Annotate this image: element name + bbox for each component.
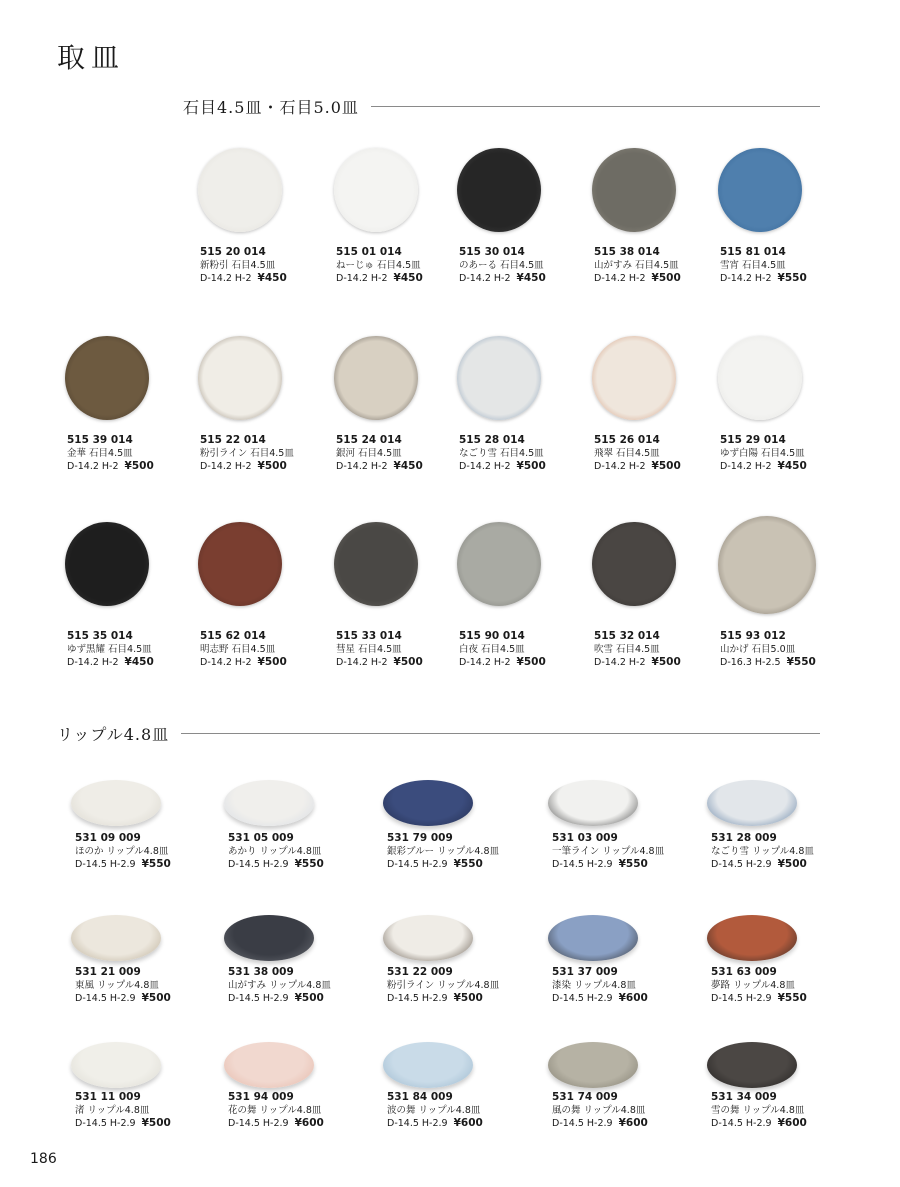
product-dimensions: D-14.5 H-2.9	[228, 1118, 289, 1129]
product-price: ¥500	[777, 858, 807, 870]
product-name: 風の舞 リップル4.8皿	[552, 1105, 646, 1116]
product-price: ¥500	[393, 656, 423, 668]
product-image	[383, 780, 473, 826]
product-price: ¥550	[777, 272, 807, 284]
product-name: 波の舞 リップル4.8皿	[387, 1105, 481, 1116]
product-image	[198, 148, 282, 232]
product-info	[228, 832, 358, 871]
product-dimensions: D-14.5 H-2.9	[711, 859, 772, 870]
product-code: 515 39 014	[67, 434, 133, 446]
product-dimensions: D-14.5 H-2.9	[552, 993, 613, 1004]
product-info	[711, 832, 841, 871]
product-price: ¥450	[516, 272, 546, 284]
product-code: 515 81 014	[720, 246, 786, 258]
product-info	[67, 630, 197, 669]
product-name: 花の舞 リップル4.8皿	[228, 1105, 322, 1116]
product-code: 515 38 014	[594, 246, 660, 258]
product-code: 531 28 009	[711, 832, 777, 844]
product-info	[228, 1091, 358, 1130]
product-image	[592, 522, 676, 606]
product-price: ¥600	[777, 1117, 807, 1129]
product-image	[334, 522, 418, 606]
product-code: 515 32 014	[594, 630, 660, 642]
product-image	[198, 522, 282, 606]
product-info	[720, 434, 850, 473]
product-price: ¥500	[651, 272, 681, 284]
product-name: 山かげ 石目5.0皿	[720, 644, 796, 655]
product-dimensions: D-14.2 H-2	[459, 657, 511, 668]
product-code: 515 28 014	[459, 434, 525, 446]
product-code: 515 30 014	[459, 246, 525, 258]
product-code: 531 09 009	[75, 832, 141, 844]
product-dimensions: D-16.3 H-2.5	[720, 657, 781, 668]
product-image	[718, 516, 816, 614]
product-info	[594, 630, 724, 669]
product-dimensions: D-14.2 H-2	[200, 461, 252, 472]
section-divider	[371, 106, 820, 107]
section-title: リップル4.8皿	[57, 725, 170, 744]
product-dimensions: D-14.2 H-2	[720, 273, 772, 284]
product-code: 531 05 009	[228, 832, 294, 844]
product-name: 雪宵 石目4.5皿	[720, 260, 786, 271]
product-image	[65, 336, 149, 420]
product-name: 明志野 石目4.5皿	[200, 644, 276, 655]
product-price: ¥500	[141, 1117, 171, 1129]
product-price: ¥450	[124, 656, 154, 668]
product-price: ¥500	[651, 656, 681, 668]
product-name: 彗星 石目4.5皿	[336, 644, 402, 655]
product-info	[552, 832, 682, 871]
product-code: 531 38 009	[228, 966, 294, 978]
product-dimensions: D-14.5 H-2.9	[228, 859, 289, 870]
product-price: ¥500	[453, 992, 483, 1004]
product-code: 531 74 009	[552, 1091, 618, 1103]
product-code: 531 94 009	[228, 1091, 294, 1103]
product-image	[707, 780, 797, 826]
product-info	[711, 1091, 841, 1130]
product-code: 531 79 009	[387, 832, 453, 844]
product-info	[387, 832, 517, 871]
product-dimensions: D-14.5 H-2.9	[552, 1118, 613, 1129]
product-price: ¥600	[294, 1117, 324, 1129]
product-info	[720, 246, 850, 285]
product-code: 515 35 014	[67, 630, 133, 642]
product-code: 531 63 009	[711, 966, 777, 978]
product-info	[459, 246, 589, 285]
product-dimensions: D-14.5 H-2.9	[387, 1118, 448, 1129]
product-name: 山がすみ 石目4.5皿	[594, 260, 679, 271]
section-heading-ripple	[57, 722, 820, 745]
product-image	[707, 915, 797, 961]
product-info	[594, 434, 724, 473]
product-image	[224, 1042, 314, 1088]
product-info	[200, 434, 330, 473]
product-dimensions: D-14.2 H-2	[594, 657, 646, 668]
product-name: 東風 リップル4.8皿	[75, 980, 159, 991]
product-code: 531 21 009	[75, 966, 141, 978]
product-image	[592, 148, 676, 232]
product-image	[71, 780, 161, 826]
product-info	[720, 630, 850, 669]
product-dimensions: D-14.5 H-2.9	[711, 993, 772, 1004]
product-price: ¥550	[453, 858, 483, 870]
product-info	[336, 246, 466, 285]
product-info	[459, 630, 589, 669]
product-name: 銀彩ブルー リップル4.8皿	[387, 846, 499, 857]
product-name: 雪の舞 リップル4.8皿	[711, 1105, 805, 1116]
product-code: 515 29 014	[720, 434, 786, 446]
product-name: なごり雪 石目4.5皿	[459, 448, 544, 459]
section-divider	[181, 733, 820, 734]
product-dimensions: D-14.2 H-2	[594, 273, 646, 284]
product-price: ¥500	[124, 460, 154, 472]
product-price: ¥500	[516, 656, 546, 668]
product-code: 531 22 009	[387, 966, 453, 978]
product-price: ¥500	[257, 656, 287, 668]
product-image	[718, 336, 802, 420]
product-image	[383, 1042, 473, 1088]
product-name: 吹雪 石目4.5皿	[594, 644, 660, 655]
product-image	[224, 915, 314, 961]
product-code: 515 01 014	[336, 246, 402, 258]
product-code: 531 37 009	[552, 966, 618, 978]
product-name: 飛翠 石目4.5皿	[594, 448, 660, 459]
product-price: ¥500	[257, 460, 287, 472]
product-dimensions: D-14.2 H-2	[459, 273, 511, 284]
product-dimensions: D-14.5 H-2.9	[552, 859, 613, 870]
product-image	[198, 336, 282, 420]
product-name: ゆず黒耀 石目4.5皿	[67, 644, 152, 655]
product-code: 515 22 014	[200, 434, 266, 446]
product-code: 531 84 009	[387, 1091, 453, 1103]
product-code: 515 26 014	[594, 434, 660, 446]
product-info	[67, 434, 197, 473]
product-image	[457, 336, 541, 420]
product-price: ¥550	[141, 858, 171, 870]
product-price: ¥550	[786, 656, 816, 668]
product-code: 515 24 014	[336, 434, 402, 446]
product-price: ¥500	[516, 460, 546, 472]
product-price: ¥550	[618, 858, 648, 870]
product-image	[548, 915, 638, 961]
product-name: 白夜 石目4.5皿	[459, 644, 525, 655]
product-dimensions: D-14.5 H-2.9	[75, 1118, 136, 1129]
product-name: 粉引ライン 石目4.5皿	[200, 448, 294, 459]
product-info	[387, 966, 517, 1005]
product-price: ¥600	[618, 992, 648, 1004]
product-code: 515 90 014	[459, 630, 525, 642]
product-info	[711, 966, 841, 1005]
product-name: ほのか リップル4.8皿	[75, 846, 169, 857]
product-image	[548, 780, 638, 826]
product-dimensions: D-14.2 H-2	[336, 273, 388, 284]
product-dimensions: D-14.5 H-2.9	[75, 993, 136, 1004]
product-image	[383, 915, 473, 961]
product-code: 531 34 009	[711, 1091, 777, 1103]
product-name: なごり雪 リップル4.8皿	[711, 846, 814, 857]
product-price: ¥600	[618, 1117, 648, 1129]
product-name: 粉引ライン リップル4.8皿	[387, 980, 500, 991]
product-price: ¥550	[294, 858, 324, 870]
product-dimensions: D-14.2 H-2	[200, 657, 252, 668]
product-price: ¥500	[651, 460, 681, 472]
section-title: 石目4.5皿・石目5.0皿	[183, 98, 359, 117]
product-name: 漆染 リップル4.8皿	[552, 980, 636, 991]
product-price: ¥450	[777, 460, 807, 472]
product-info	[387, 1091, 517, 1130]
product-dimensions: D-14.5 H-2.9	[387, 993, 448, 1004]
product-name: 新粉引 石目4.5皿	[200, 260, 276, 271]
product-info	[228, 966, 358, 1005]
product-info	[594, 246, 724, 285]
product-image	[334, 148, 418, 232]
product-name: 山がすみ リップル4.8皿	[228, 980, 331, 991]
product-code: 515 93 012	[720, 630, 786, 642]
product-price: ¥500	[294, 992, 324, 1004]
product-name: のあーる 石目4.5皿	[459, 260, 544, 271]
product-image	[224, 780, 314, 826]
product-price: ¥450	[393, 272, 423, 284]
product-name: あかり リップル4.8皿	[228, 846, 322, 857]
product-dimensions: D-14.2 H-2	[67, 461, 119, 472]
product-dimensions: D-14.2 H-2	[67, 657, 119, 668]
product-price: ¥550	[777, 992, 807, 1004]
product-info	[336, 630, 466, 669]
product-image	[718, 148, 802, 232]
product-name: 渚 リップル4.8皿	[75, 1105, 150, 1116]
product-code: 515 20 014	[200, 246, 266, 258]
product-image	[457, 522, 541, 606]
product-dimensions: D-14.5 H-2.9	[228, 993, 289, 1004]
product-price: ¥450	[257, 272, 287, 284]
product-price: ¥450	[393, 460, 423, 472]
product-info	[200, 246, 330, 285]
product-image	[707, 1042, 797, 1088]
section-heading-stone	[183, 95, 820, 118]
product-info	[75, 1091, 205, 1130]
product-price: ¥600	[453, 1117, 483, 1129]
product-price: ¥500	[141, 992, 171, 1004]
product-dimensions: D-14.2 H-2	[459, 461, 511, 472]
product-info	[75, 832, 205, 871]
product-dimensions: D-14.2 H-2	[594, 461, 646, 472]
product-name: ねーじゅ 石目4.5皿	[336, 260, 421, 271]
product-code: 515 62 014	[200, 630, 266, 642]
product-info	[459, 434, 589, 473]
product-dimensions: D-14.2 H-2	[336, 657, 388, 668]
product-image	[334, 336, 418, 420]
product-dimensions: D-14.2 H-2	[200, 273, 252, 284]
product-code: 515 33 014	[336, 630, 402, 642]
page-number: 186	[30, 1151, 57, 1167]
product-dimensions: D-14.5 H-2.9	[387, 859, 448, 870]
product-image	[65, 522, 149, 606]
product-image	[592, 336, 676, 420]
product-info	[552, 966, 682, 1005]
product-name: 夢路 リップル4.8皿	[711, 980, 795, 991]
product-info	[552, 1091, 682, 1130]
product-name: 銀河 石目4.5皿	[336, 448, 402, 459]
product-name: 一筆ライン リップル4.8皿	[552, 846, 665, 857]
product-info	[200, 630, 330, 669]
product-name: 金華 石目4.5皿	[67, 448, 133, 459]
product-code: 531 03 009	[552, 832, 618, 844]
product-image	[71, 915, 161, 961]
product-info	[336, 434, 466, 473]
product-dimensions: D-14.2 H-2	[720, 461, 772, 472]
product-image	[71, 1042, 161, 1088]
product-dimensions: D-14.2 H-2	[336, 461, 388, 472]
product-code: 531 11 009	[75, 1091, 141, 1103]
product-dimensions: D-14.5 H-2.9	[75, 859, 136, 870]
product-info	[75, 966, 205, 1005]
product-image	[548, 1042, 638, 1088]
page-title: 取皿	[57, 41, 126, 74]
product-name: ゆず白陽 石目4.5皿	[720, 448, 805, 459]
product-dimensions: D-14.5 H-2.9	[711, 1118, 772, 1129]
product-image	[457, 148, 541, 232]
